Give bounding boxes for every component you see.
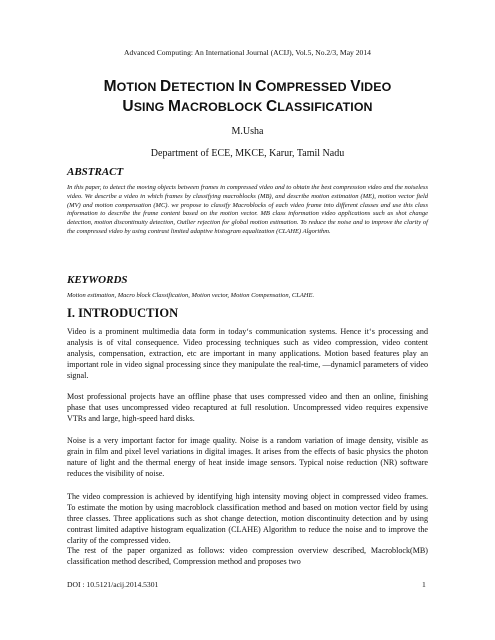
intro-paragraph: The rest of the paper organized as follows: video compression overview described, Macroblock(MB) classification method described, Compression method and proposes two bbox=[67, 546, 428, 566]
abstract-text: In this paper, to detect the moving objects between frames in compressed video and to obtain the best compression video and the noiseless video. We describe a video in which frames by classifying macroblocks (MB), and describe motion estimation (ME), motion vector field (MV) and motion compensation (MC). we propose to classify Macroblocks of each video frame into different classes and use this class information to describe the frame content based on the motion vector. MB class information video applications such as shot change detection, motion discontinuity detection, Outlier rejection for global motion estimation. To reduce the noise and to improve the clarity of the compressed video by using contrast limited adaptive histogram equalization (CLAHE) Algorithm. bbox=[67, 184, 428, 235]
intro-paragraph: Noise is a very important factor for image quality. Noise is a random variation of image density, visible as grain in film and pixel level variations in digital images. It arises from the effects of basic physics the photon nature of light and the thermal energy of heat inside image sensors. Typical noise reduction (NR) software reduces the visibility of noise. bbox=[67, 436, 428, 478]
keywords-text: Motion estimation, Macro block Classification, Motion vector, Motion Compensation, CLAHE. bbox=[67, 292, 315, 299]
intro-paragraph: Video is a prominent multimedia data form in today‘s communication systems. Hence it‘s processing and analysis is of vital consequence. Video processing techniques such as video compression, video content analysis, compensation, extraction, etc are important in many applications. Motion based features play an important role in video signal processing since they manipulate the real-time, ―dynamic‖ parameters of video signal. bbox=[67, 327, 428, 380]
page-number: 1 bbox=[422, 580, 426, 589]
title-line-2: USING MACROBLOCK CLASSIFICATION bbox=[122, 98, 373, 115]
author-affiliation: Department of ECE, MKCE, Karur, Tamil Nadu bbox=[150, 148, 345, 159]
paper-title bbox=[50, 77, 445, 117]
keywords-heading: KEYWORDS bbox=[67, 274, 128, 286]
abstract-heading: ABSTRACT bbox=[67, 166, 124, 178]
introduction-heading: I. INTRODUCTION bbox=[67, 306, 179, 320]
intro-paragraph: The video compression is achieved by identifying high intensity moving object in compressed video frames. To estimate the motion by using macroblock classification method and based on motion vector field by using three classes. Three applications such as shot change detection, motion discontinuity detection and by using contrast limited adaptive histogram equalization (CLAHE) Algorithm to reduce the noise and to improve the clarity of the compressed video. bbox=[67, 492, 428, 545]
footer-doi: DOI : 10.5121/acij.2014.5301 bbox=[67, 580, 159, 589]
author-name: M.Usha bbox=[231, 126, 264, 137]
running-header: Advanced Computing: An International Journal (ACIJ), Vol.5, No.2/3, May 2014 bbox=[124, 48, 371, 57]
intro-paragraph: Most professional projects have an offline phase that uses compressed video and then an online, finishing phase that uses uncompressed video recaptured at full resolution. Uncompressed video requires expensive VTRs and large, high-speed hard disks. bbox=[67, 392, 428, 423]
title-line-1: MOTION DETECTION IN COMPRESSED VIDEO bbox=[103, 78, 392, 95]
